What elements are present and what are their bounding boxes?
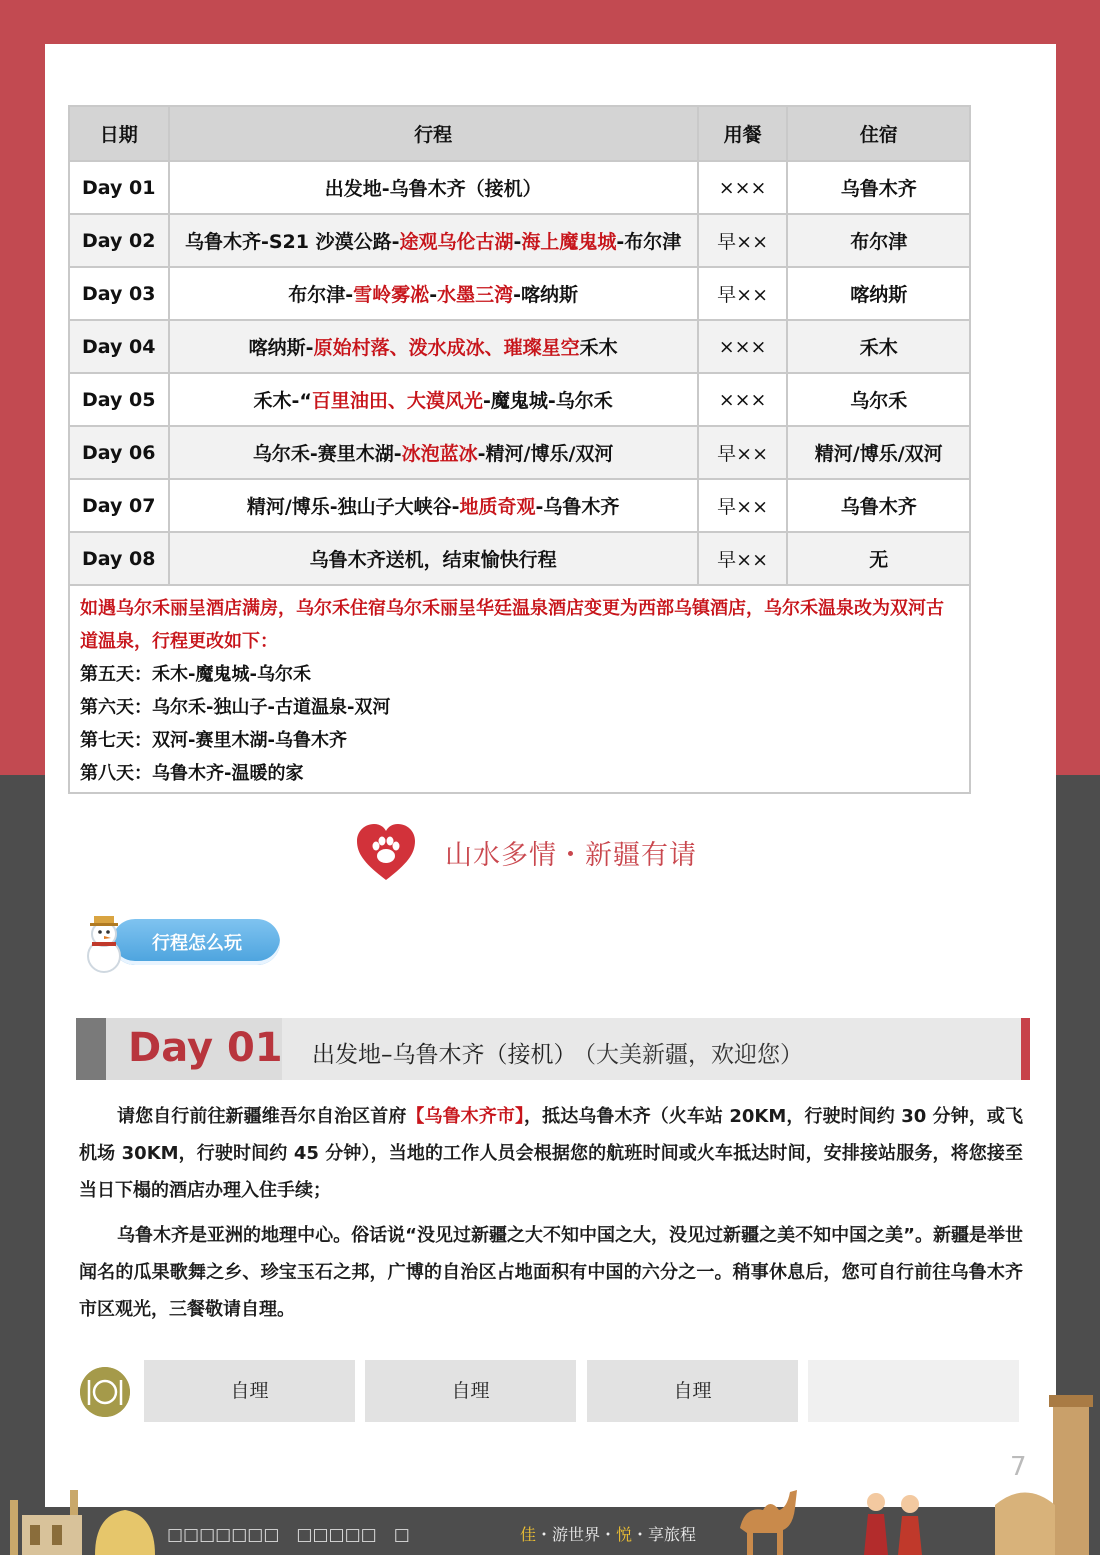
cell-day: Day 01 — [69, 161, 169, 214]
footer-brand-a: 佳 — [520, 1525, 537, 1544]
paragraph-2: 乌鲁木齐是亚洲的地理中心。俗话说“没见过新疆之大不知中国之大，没见过新疆之美不知中国之美”。新疆是举世闻名的瓜果歌舞之乡、珍宝玉石之邦，广博的自治区占地面积有中国的六分之一。稍事休息后，您可自行前往乌鲁木齐市区观光，三餐敬请自理。 — [79, 1225, 1023, 1320]
cell-stay: 喀纳斯 — [787, 267, 970, 320]
dining-icon — [80, 1367, 130, 1417]
badge-label: 行程怎么玩 — [152, 933, 242, 954]
slogan — [355, 822, 697, 882]
route-highlight: 雪岭雾凇 — [353, 284, 430, 306]
paragraph-1 — [79, 1098, 1023, 1209]
note-warning: 如遇乌尔禾丽呈酒店满房，乌尔禾住宿乌尔禾丽呈华廷温泉酒店变更为西部乌镇酒店，乌尔禾温泉改为双河古道温泉，行程更改如下： — [80, 598, 944, 652]
table-row — [69, 479, 970, 532]
route-highlight: 途观乌伦古湖 — [399, 231, 514, 253]
cell-day: Day 04 — [69, 320, 169, 373]
cell-meal: ××× — [698, 161, 788, 214]
route-text: -魔鬼城-乌尔禾 — [482, 390, 613, 412]
footer-brand-b: ・游世界・ — [536, 1525, 617, 1544]
how-to-play-badge — [74, 910, 294, 976]
header-date: 日期 — [69, 106, 169, 161]
route-text: 精河/博乐-独山子大峡谷- — [246, 496, 460, 518]
note-line: 第六天：乌尔禾-独山子-古道温泉-双河 — [80, 697, 391, 718]
route-highlight: 冰泡蓝冰 — [401, 443, 478, 465]
paragraph-1-highlight: 【乌鲁木齐市】 — [406, 1106, 525, 1127]
cell-day: Day 03 — [69, 267, 169, 320]
header-meal: 用餐 — [698, 106, 788, 161]
meal-lunch: 自理 — [365, 1360, 576, 1422]
cell-route — [169, 214, 698, 267]
meal-breakfast: 自理 — [144, 1360, 355, 1422]
route-text: 禾木-“ — [253, 390, 312, 412]
cell-meal: 早×× — [698, 479, 788, 532]
route-text: 乌尔禾-赛里木湖- — [252, 443, 402, 465]
cell-meal: 早×× — [698, 532, 788, 585]
cell-meal: ××× — [698, 320, 788, 373]
route-text: 喀纳斯- — [248, 337, 314, 359]
table-row — [69, 267, 970, 320]
table-row — [69, 161, 970, 214]
cell-meal: 早×× — [698, 214, 788, 267]
table-header-row — [69, 106, 970, 161]
cell-stay: 禾木 — [787, 320, 970, 373]
people-illustration-icon — [860, 1488, 930, 1555]
route-text: - — [429, 284, 438, 306]
page-number: 7 — [1010, 1452, 1027, 1482]
day-header — [76, 1018, 1030, 1080]
route-text: -精河/博乐/双河 — [477, 443, 614, 465]
route-text: 乌鲁木齐送机，结束愉快行程 — [309, 549, 557, 571]
day-title-main: 出发地–乌鲁木齐（接机） — [312, 1042, 577, 1068]
badge-pill — [112, 919, 280, 965]
cell-stay: 乌鲁木齐 — [787, 161, 970, 214]
mosque-illustration-icon — [0, 1460, 160, 1555]
footer-brand — [520, 1522, 696, 1545]
cell-meal: 早×× — [698, 426, 788, 479]
cell-day: Day 02 — [69, 214, 169, 267]
footer-brand-d: ・享旅程 — [632, 1525, 697, 1544]
table-row — [69, 426, 970, 479]
route-text: 布尔津- — [288, 284, 354, 306]
cell-day: Day 05 — [69, 373, 169, 426]
cell-route — [169, 161, 698, 214]
note-line: 第七天：双河-赛里木湖-乌鲁木齐 — [80, 730, 347, 751]
route-highlight: 水墨三湾 — [437, 284, 514, 306]
snowman-icon — [74, 910, 134, 976]
cell-stay: 无 — [787, 532, 970, 585]
itinerary-note — [69, 585, 970, 793]
route-text: -喀纳斯 — [513, 284, 578, 306]
table-row — [69, 320, 970, 373]
paragraph-1-a: 请您自行前往新疆维吾尔自治区首府 — [117, 1106, 407, 1127]
route-highlight: 地质奇观 — [459, 496, 536, 518]
table-row — [69, 373, 970, 426]
cell-route — [169, 267, 698, 320]
route-highlight: 百里油田、大漠风光 — [311, 390, 483, 412]
cell-stay: 乌尔禾 — [787, 373, 970, 426]
cell-day: Day 07 — [69, 479, 169, 532]
cell-stay: 精河/博乐/双河 — [787, 426, 970, 479]
slogan-text: 山水多情・新疆有请 — [445, 839, 697, 871]
itinerary-table — [68, 105, 971, 794]
footer-brand-c: 悦 — [616, 1525, 633, 1544]
note-line: 第八天：乌鲁木齐-温暖的家 — [80, 763, 304, 784]
cell-stay: 布尔津 — [787, 214, 970, 267]
cell-route — [169, 373, 698, 426]
route-text: -布尔津 — [616, 231, 682, 253]
day-header-right-bar — [1021, 1018, 1030, 1080]
cell-route — [169, 532, 698, 585]
day-label: Day 01 — [128, 1025, 283, 1071]
meal-dinner: 自理 — [587, 1360, 798, 1422]
route-text: 禾木 — [579, 337, 618, 359]
day-header-left-bar — [76, 1018, 106, 1080]
route-text: -乌鲁木齐 — [535, 496, 620, 518]
cell-meal: ××× — [698, 373, 788, 426]
day-subtitle: （大美新疆，欢迎您） — [584, 1042, 803, 1068]
table-row — [69, 532, 970, 585]
footer-boxes: □□□□□□□ □□□□□ □ — [167, 1525, 410, 1545]
route-text: - — [513, 231, 522, 253]
route-text: 乌鲁木齐-S21 沙漠公路- — [184, 231, 400, 253]
meal-extra — [808, 1360, 1019, 1422]
header-stay: 住宿 — [787, 106, 970, 161]
route-highlight: 海上魔鬼城 — [521, 231, 617, 253]
camel-icon — [735, 1478, 805, 1555]
cell-route — [169, 320, 698, 373]
cell-route — [169, 479, 698, 532]
paw-heart-icon — [355, 822, 417, 882]
cell-day: Day 06 — [69, 426, 169, 479]
cell-route — [169, 426, 698, 479]
paragraph-1-b: ，抵达乌鲁木齐（火车站 20KM，行驶时间约 30 分钟，或飞机场 30KM，行驶时间约 45 分钟），当地的工作人员会根据您的航班时间或火车抵达时间，安排接站服务，将您接至当日下榻的酒店办理入住手续； — [79, 1106, 1024, 1201]
table-row — [69, 214, 970, 267]
day-title — [312, 1036, 803, 1069]
note-line: 第五天：禾木-魔鬼城-乌尔禾 — [80, 664, 311, 685]
cell-meal: 早×× — [698, 267, 788, 320]
header-route: 行程 — [169, 106, 698, 161]
cell-stay: 乌鲁木齐 — [787, 479, 970, 532]
route-text: 出发地-乌鲁木齐（接机） — [324, 178, 542, 200]
route-highlight: 原始村落、泼水成冰、璀璨星空 — [313, 337, 580, 359]
cell-day: Day 08 — [69, 532, 169, 585]
